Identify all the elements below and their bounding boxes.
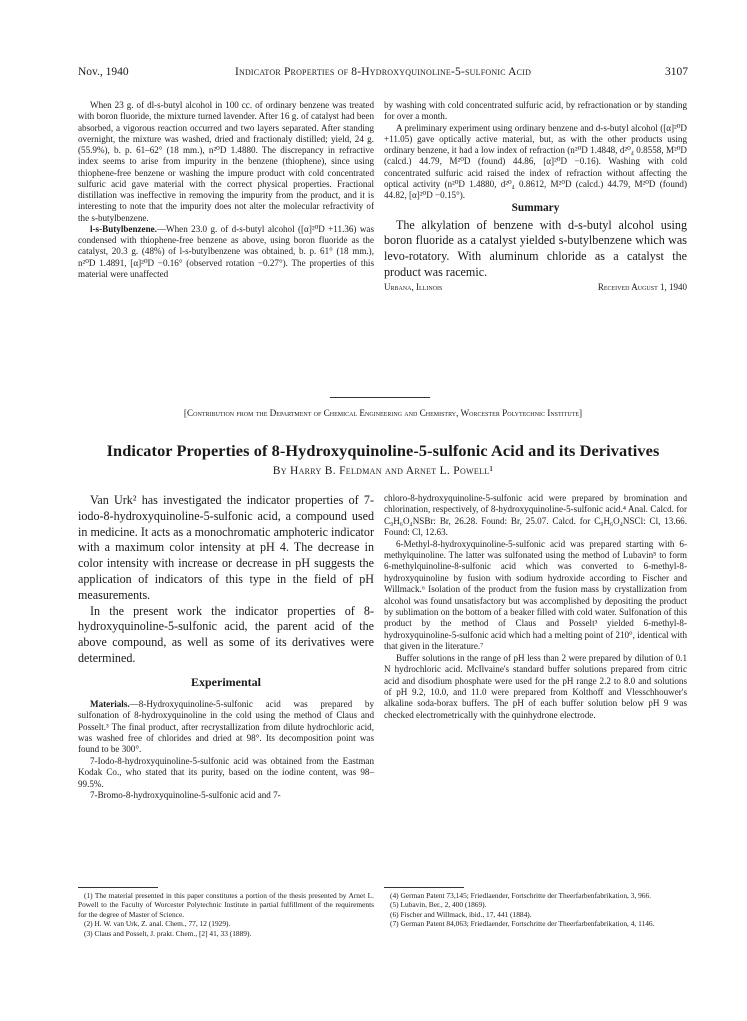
prev-article-right-column [384,100,687,293]
footnote: (2) H. W. van Urk, Z. anal. Chem., 77, 12 (1929). [84,919,231,929]
footnote-rule [78,887,158,888]
running-header [78,66,688,82]
signature-line [384,282,687,293]
paragraph: 6-Methyl-8-hydroxyquinoline-5-sulfonic acid was prepared starting with 6-methylquinoline. The latter was sulfonated using the method of Lubavin⁵ to form 6-methylquinoline-8-sulfonic acid which was converted to 6-methyl-8-hydroxyquinoline by fusion with sodium hydroxide according to Fischer and Willmack.⁶ Isolation of the product from the fusion mass by crystallization from alcohol was found unsatisfactory but was accomplished by depositing the product by sublimation on the bottom of a beaker filled with cold water. Sulfonation of this product by the method of Claus and Posselt³ yielded 6-methyl-8-hydroxyquinoline-5-sulfonic acid which had a melting point of 210°, identical with that given in the literature.⁷ [384,538,687,652]
footnote: (1) The material presented in this paper constitutes a portion of the thesis presented by Arnet L. Powell to the Faculty of Worcester Polytechnic Institute in partial fulfillment of the requirements for the degree of Master of Science. [78,891,374,919]
contribution-line: [Contribution from the Department of Chemical Engineering and Chemistry, Worcester Polytechnic Institute] [183,408,583,418]
article-title: Indicator Properties of 8-Hydroxyquinoline-5-sulfonic Acid and its Derivatives [106,441,660,460]
paragraph [78,224,374,280]
article-right-column [384,493,687,721]
footnote: (3) Claus and Posselt, J. prakt. Chem., [2] 41, 33 (1889). [84,928,252,938]
paragraph: 7-Iodo-8-hydroxyquinoline-5-sulfonic acid was obtained from the Eastman Kodak Co., who stated that its purity, based on the iodine content, was 98–99.5%. [78,755,374,789]
header-running-title: Indicator Properties of 8-Hydroxyquinoline-5-sulfonic Acid [234,66,532,78]
prev-article-left-column [78,100,374,280]
summary-heading: Summary [511,202,560,215]
experimental-heading: Experimental [191,674,261,689]
article-separator-rule [330,397,430,398]
footnote: (5) Lubavin, Ber., 2, 400 (1869). [390,900,487,910]
footnote-rule [384,887,464,888]
paragraph-text: —When 23.0 g. of d-s-butyl alcohol ([α]²⁰D +11.36) was condensed with thiophene-free benzene as above, using boron fluoride as the catalyst, 20.3 g. (48%) of l-s-butylbenzene was obtained, b. p. 61° (18 mm.), n²⁰D 1.4891, [α]²⁰D −0.16° (observed rotation −0.27°). The properties of this material were unaffected [78,223,374,279]
run-in-heading: Materials. [90,698,130,709]
paragraph: When 23 g. of dl-s-butyl alcohol in 100 cc. of ordinary benzene was treated with boron fluoride, the mixture turned lavender. After 16 g. of catalyst had been absorbed, a vigorous reaction occurred and two layers separated. After standing overnight, the mixture was washed, dried and fractionaly distilled; yield, 24 g. (55.9%), b. p. 61–62° (18 mm.), n²⁰D 1.4880. The discrepancy in refractive index seems to arise from impurity in the benzene (thiophene), since using thiophene-free benzene or washing the impure product with cold concentrated sulfuric acid gave material with the correct physical properties. Fractional distillation was ineffective in removing the impurity from the product, and it is interesting to note that the impurity does not alter the molecular refractivity of the s-butylbenzene. [78,100,374,223]
run-in-heading: l-s-Butylbenzene. [90,223,157,234]
intro-paragraph: In the present work the indicator properties of 8-hydroxyquinoline-5-sulfonic acid, the parent acid of the above compound, as well as some of its derivatives were determined. [78,603,374,665]
received-date: Received August 1, 1940 [597,281,687,292]
footnote: (6) Fischer and Willmack, ibid., 17, 441 (1884). [390,909,532,919]
footnotes-left [78,891,374,938]
summary-text: The alkylation of benzene with d-s-butyl alcohol using boron fluoride as a catalyst yielded s-butylbenzene which was levo-rotatory. With aluminum chloride as a catalyst the product was racemic. [384,217,687,279]
paragraph: 7-Bromo-8-hydroxyquinoline-5-sulfonic acid and 7- [90,790,281,801]
paragraph: A preliminary experiment using ordinary benzene and d-s-butyl alcohol ([α]²⁰D +11.05) gave optically active material, but, as with the other products using ordinary benzene, it had a low index of refraction (n²⁰D 1.4848, d²⁰₄ 0.8558, M²⁰D (calcd.) 44.79, M²⁰D (found) 44.86, [α]²⁰D −0.16). Washing with cold concentrated sulfuric acid raised the index of refraction without affecting the optical activity (n²⁰D 1.4880, d²⁰₄ 0.8612, M²⁰D (calcd.) 44.79, M²⁰D (found) 44.82, [α]²⁰D −0.15°). [384,122,687,200]
place: Urbana, Illinois [384,281,443,292]
intro-paragraph: Van Urk² has investigated the indicator properties of 7-iodo-8-hydroxyquinoline-5-sulfonic acid, a compound used in medicine. It acts as a monochromatic amphoteric indicator with a maximum color intensity at pH 4. The decrease in color intensity with increase or decrease in pH suggests the application of indicators of this type in the field of pH measurements. [78,493,374,602]
article-left-column [78,493,374,801]
paragraph: Buffer solutions in the range of pH less than 2 were prepared by dilution of 0.1 N hydrochloric acid. McIlvaine's standard buffer solutions prepared from citric acid and disodium phosphate were used for the pH range 2.2 to 8.0 and solutions of pH 9.2, 10.0, and 11.0 were prepared from Kolthoff and Vlesschhouwer's alkaline soda-borax buffers. The pH of each buffer solution below pH 9 was checked electrometrically with the quinhydrone electrode. [384,652,687,720]
footnote: (4) German Patent 73,145; Friedlaender, Fortschritte der Theerfarbenfabrikation, 3, 966. [390,891,652,900]
paragraph-text: —8-Hydroxyquinoline-5-sulfonic acid was prepared by sulfonation of 8-hydroxyquinoline in the cold using the method of Claus and Posselt.³ The final product, after recrystallization from dilute hydrochloric acid, was washed free of chlorides and dried at 98°. Its decomposition point was found to be 300°. [78,698,374,755]
paragraph: by washing with cold concentrated sulfuric acid, by refractionation or by standing for over a month. [384,100,687,122]
header-page-number: 3107 [665,66,688,78]
article-authors: By Harry B. Feldman and Arnet L. Powell¹ [272,465,494,477]
paragraph: chloro-8-hydroxyquinoline-5-sulfonic acid were prepared by bromination and chlorination, respectively, of 8-hydroxyquinoline-5-sulfonic acid.⁴ Anal. Calcd. for C₉H₆O₄NSBr: Br, 26.28. Found: Br, 25.07. Calcd. for C₉H₆O₄NSCl: Cl, 13.66. Found: Cl, 12.63. [384,493,687,538]
footnotes-right [384,891,687,929]
header-date: Nov., 1940 [78,66,129,78]
paragraph [78,699,374,756]
footnote: (7) German Patent 84,063; Friedlaender, Fortschritte der Theerfarbenfabrikation, 4, 1146. [390,919,655,929]
